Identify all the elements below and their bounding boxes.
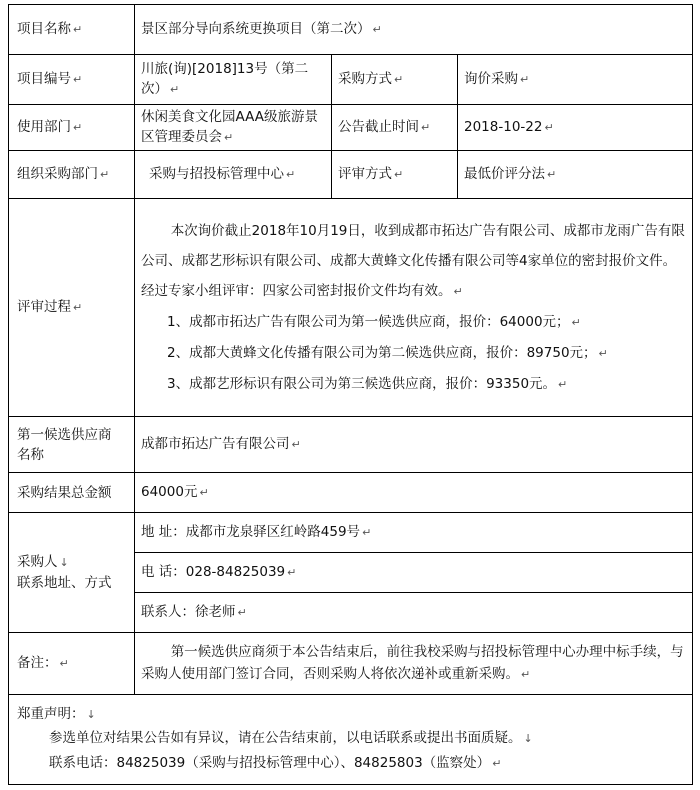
purchaser-label: 采购人 ↓ 联系地址、方式 [9, 513, 135, 633]
review-item: 3、成都艺形标识有限公司为第三候选供应商，报价：93350元。 ↵ [167, 375, 568, 392]
review-content [135, 199, 693, 417]
deadline-value: 2018-10-22 ↵ [458, 105, 693, 151]
row-declaration [9, 695, 693, 785]
purchaser-phone: 电 话：028-84825039 ↵ [135, 553, 693, 593]
declaration [9, 695, 693, 785]
project-no-label: 项目编号 ↵ [9, 55, 135, 105]
review-item: 1、成都市拓达广告有限公司为第一候选供应商，报价：64000元； ↵ [167, 313, 581, 330]
row-org-dept [9, 151, 693, 199]
purchaser-contact: 联系人：徐老师 ↵ [135, 593, 693, 633]
review-label: 评审过程 ↵ [9, 199, 135, 417]
row-project-name [9, 5, 693, 55]
review-method-value: 最低价评分法 ↵ [458, 151, 693, 199]
total-label: 采购结果总金额 [9, 473, 135, 513]
first-supplier-label: 第一候选供应商 名称 [9, 417, 135, 473]
row-total [9, 473, 693, 513]
declaration-title: 郑重声明： ↓ [17, 706, 96, 722]
declaration-line-2: 联系电话：84825039（采购与招投标管理中心）、84825803（监察处） ↵ [49, 755, 502, 771]
row-first-supplier [9, 417, 693, 473]
row-review [9, 199, 693, 417]
remark-label: 备注： ↵ [9, 633, 135, 695]
row-project-no [9, 55, 693, 105]
method-value: 询价采购 ↵ [458, 55, 693, 105]
project-name-value: 景区部分导向系统更换项目（第二次） ↵ [135, 5, 693, 55]
department-label: 使用部门 ↵ [9, 105, 135, 151]
deadline-label: 公告截止时间 ↵ [332, 105, 458, 151]
method-label: 采购方式 ↵ [332, 55, 458, 105]
total-value: 64000元 ↵ [135, 473, 693, 513]
remark-value: 第一候选供应商须于本公告结束后，前往我校采购与招投标管理中心办理中标手续，与采购人使用部门签订合同，否则采购人将依次递补或重新采购。 ↵ [135, 633, 693, 695]
project-name-label: 项目名称 ↵ [9, 5, 135, 55]
first-supplier-value: 成都市拓达广告有限公司 ↵ [135, 417, 693, 473]
department-value: 休闲美食文化园AAA级旅游景区管理委员会 ↵ [135, 105, 332, 151]
review-intro: 本次询价截止2018年10月19日，收到成都市拓达广告有限公司、成都市龙雨广告有限公司、成都艺形标识有限公司、成都大黄蜂文化传播有限公司等4家单位的密封报价文件。经过专家小组评审：四家公司密封报价文件均有效。 ↵ [141, 222, 685, 299]
org-dept-value: 采购与招投标管理中心 ↵ [135, 151, 332, 199]
org-dept-label: 组织采购部门 ↵ [9, 151, 135, 199]
review-method-label: 评审方式 ↵ [332, 151, 458, 199]
row-remark [9, 633, 693, 695]
row-purchaser-address [9, 513, 693, 553]
project-no-value: 川旅(询)[2018]13号（第二次） ↵ [135, 55, 332, 105]
declaration-line-1: 参选单位对结果公告如有异议，请在公告结束前，以电话联系或提出书面质疑。 ↓ [49, 730, 533, 746]
purchaser-address: 地 址：成都市龙泉驿区红岭路459号 ↵ [135, 513, 693, 553]
review-item: 2、成都大黄蜂文化传播有限公司为第二候选供应商，报价：89750元； ↵ [167, 344, 608, 361]
row-department [9, 105, 693, 151]
result-table [8, 4, 693, 785]
